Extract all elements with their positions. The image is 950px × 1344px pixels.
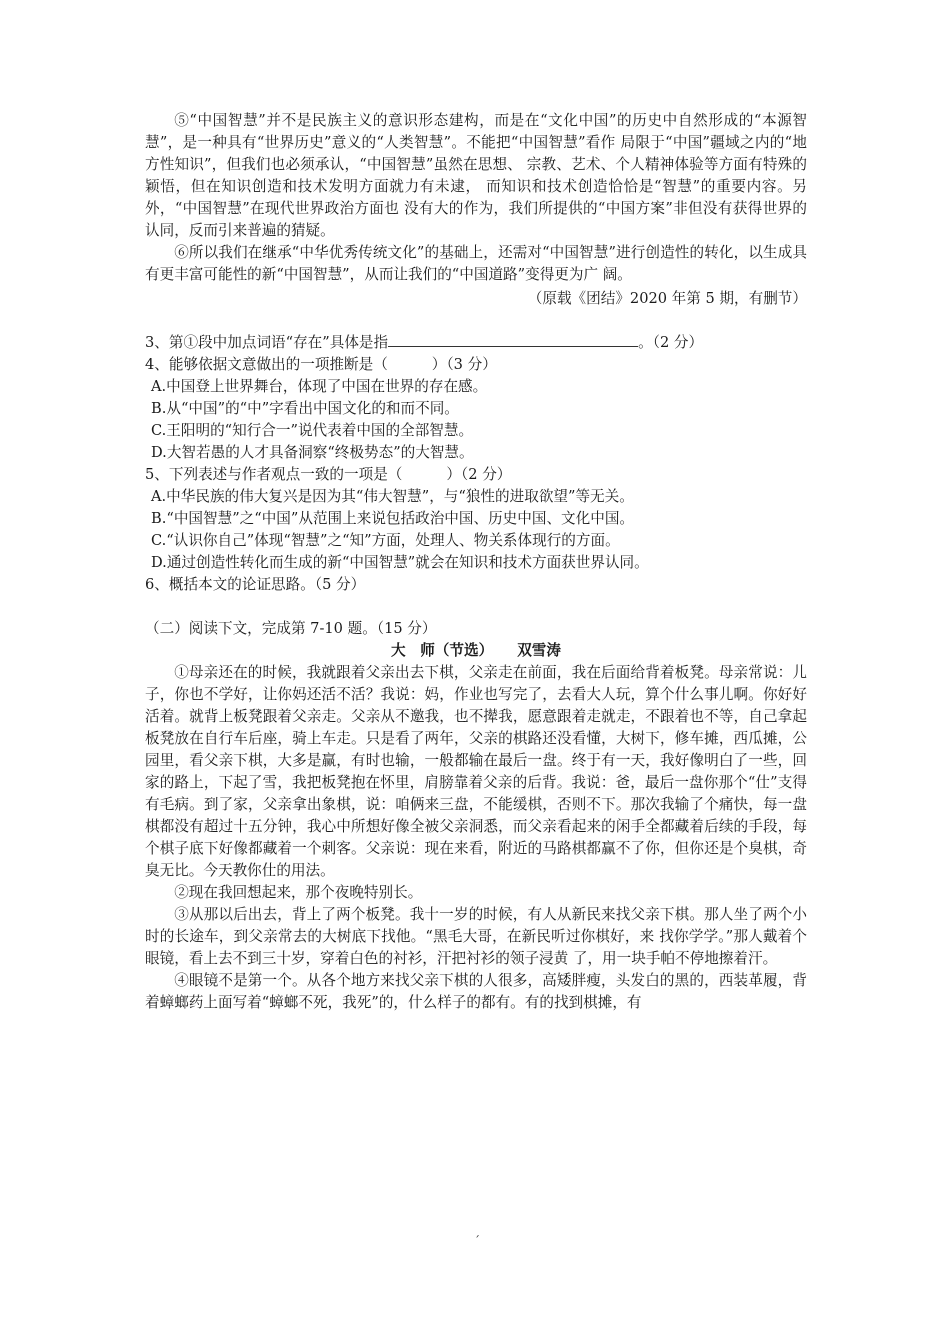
- source-citation: （原载《团结》2020 年第 5 期，有删节）: [527, 290, 807, 307]
- option-4d: D.大智若愚的人才具备洞察“终极势态”的大智慧。: [151, 444, 474, 461]
- story-paragraph-4: ④眼镜不是第一个。从各个地方来找父亲下棋的人很多，高矮胖瘦，头发白的黑的，西装革履，背着蟑螂药上面写着“蟑螂不死，我死”的，什么样子的都有。有的找到棋摊，有: [145, 972, 807, 1011]
- story-paragraph-3: ③从那以后出去，背上了两个板凳。我十一岁的时候，有人从新民来找父亲下棋。那人坐了两个小时的长途车，到父亲常去的大树底下找他。“黑毛大哥，在新民听过你棋好，来 找你学学。”那人戴着个眼镜，看上去不到三十岁，穿着白色的衬衫，汗把衬衫的领子浸黄 了，用一块手帕不停地擦着汗。: [145, 906, 807, 967]
- story-paragraph-1: ①母亲还在的时候，我就跟着父亲出去下棋，父亲走在前面，我在后面给背着板凳。母亲常说：儿子，你也不学好，让你妈还活不活？我说：妈，作业也写完了，去看大人玩，算个什么事儿啊。你好好活着。就背上板凳跟着父亲走。父亲从不邀我，也不撵我，愿意跟着走就走，不跟着也不等，自己拿起板凳放在自行车后座，骑上车走。只是看了两年，父亲的棋路还没看懂，大树下，修车摊，西瓜摊，公园里，看父亲下棋，大多是赢，有时也输，一般都输在最后一盘。终于有一天，我好像明白了一些，回家的路上，下起了雪，我把板凳抱在怀里，肩膀靠着父亲的后背。我说：爸，最后一盘你那个“仕”支得有毛病。到了家，父亲拿出象棋，说：咱俩来三盘，不能缓棋，否则不下。那次我输了个痛快，每一盘棋都没有超过十五分钟，我心中所想好像全被父亲洞悉，而父亲看起来的闲手全都藏着后续的手段，每个棋子底下好像都藏着一个刺客。父亲说：现在来看，附近的马路棋都赢不了你，但你还是个臭棋，奇臭无比。今天教你仕的用法。: [145, 664, 807, 879]
- story-paragraph-2: ②现在我回想起来，那个夜晚特别长。: [174, 884, 423, 901]
- answer-blank[interactable]: [388, 332, 638, 347]
- document-page: [145, 110, 807, 1014]
- story-author: 双雪涛: [517, 642, 561, 659]
- question-4: 4、能够依据文意做出的一项推断是（ ）（3 分）: [145, 356, 497, 373]
- option-4a: A.中国登上世界舞台，体现了中国在世界的存在感。: [151, 378, 488, 395]
- question-5: 5、下列表述与作者观点一致的一项是（ ）（2 分）: [145, 466, 512, 483]
- option-4c: C.王阳明的“知行合一”说代表着中国的全部智慧。: [151, 422, 474, 439]
- option-5c: C.“认识你自己”体现“智慧”之“知”方面，处理人、物关系体现行的方面。: [151, 532, 620, 549]
- footer-mark: ˊ: [474, 1234, 480, 1248]
- story-title-text: 大 师（节选）: [391, 642, 494, 659]
- section-heading: （二）阅读下文，完成第 7-10 题。（15 分）: [145, 620, 437, 637]
- paragraph-6: ⑥所以我们在继承“中华优秀传统文化”的基础上，还需对“中国智慧”进行创造性的转化，以生成具有更丰富可能性的新“中国智慧”，从而让我们的“中国道路”变得更为广 阔。: [145, 244, 807, 283]
- question-6: 6、概括本文的论证思路。（5 分）: [145, 576, 366, 593]
- story-title: [145, 640, 807, 662]
- option-4b: B.从“中国”的“中”字看出中国文化的和而不同。: [151, 400, 459, 417]
- paragraph-5: ⑤“中国智慧”并不是民族主义的意识形态建构，而是在“文化中国”的历史中自然形成的“本源智慧”，是一种具有“世界历史”意义的“人类智慧”。不能把“中国智慧”看作 局限于“中国”疆域之内的“地方性知识”，但我们也必须承认，“中国智慧”虽然在思想、 宗教、艺术、个人精神体验等方面有特殊的颖悟，但在知识创造和技术发明方面就力有未逮， 而知识和技术创造恰恰是“智慧”的重要内容。另外，“中国智慧”在现代世界政治方面也 没有大的作为，我们所提供的“中国方案”非但没有获得世界的认同，反而引来普遍的猜疑。: [145, 112, 807, 239]
- option-5d: D.通过创造性转化而生成的新“中国智慧”就会在知识和技术方面获世界认同。: [151, 554, 649, 571]
- question-3: 3、第①段中加点词语“存在”具体是指 。（2 分）: [145, 334, 704, 351]
- option-5b: B.“中国智慧”之“中国”从范围上来说包括政治中国、历史中国、文化中国。: [151, 510, 635, 527]
- option-5a: A.中华民族的伟大复兴是因为其“伟大智慧”，与“狼性的进取欲望”等无关。: [151, 488, 634, 505]
